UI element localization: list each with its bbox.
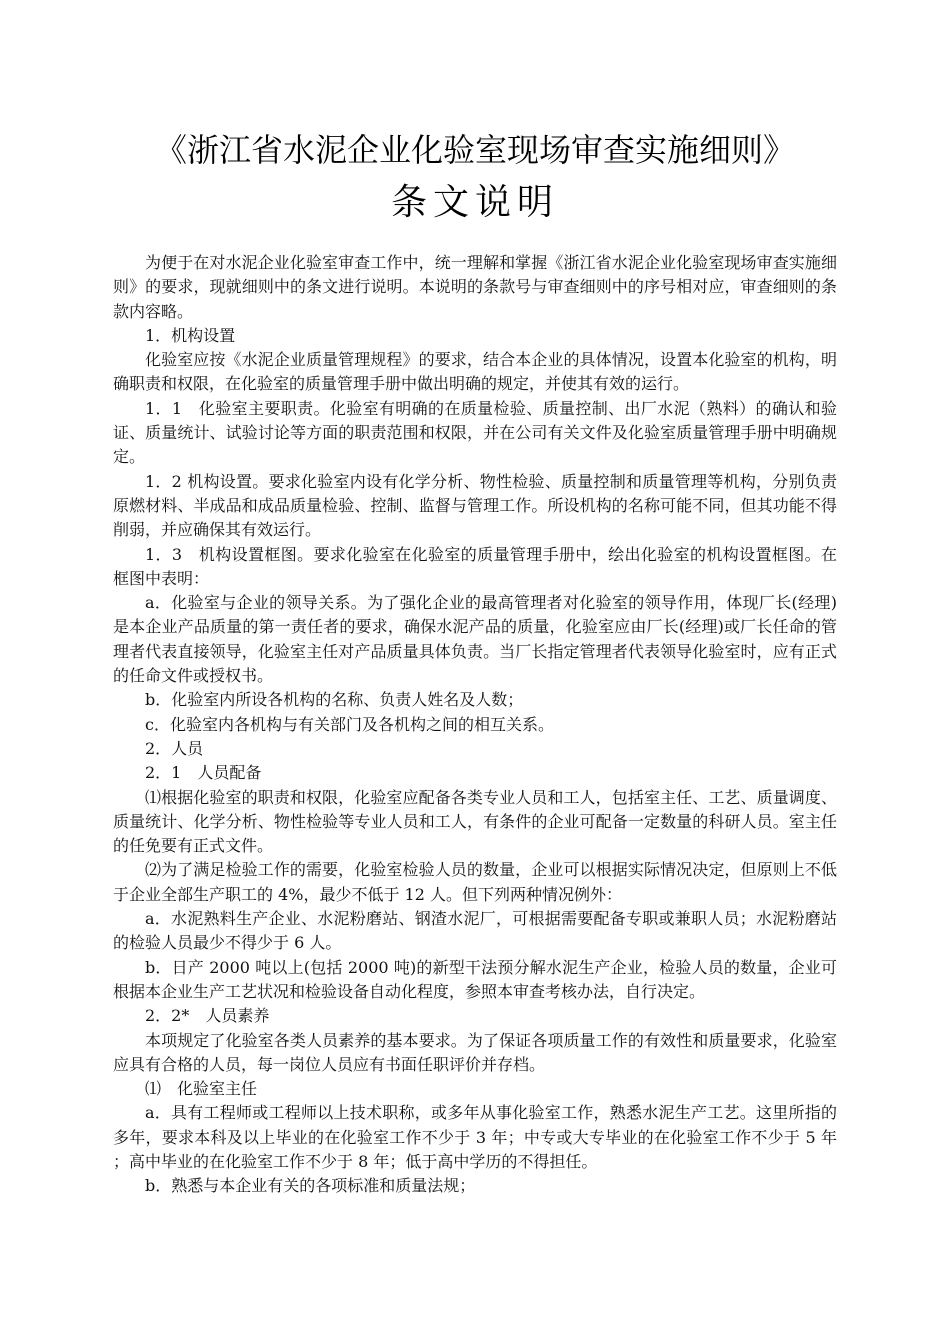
list-item-paragraph: a．化验室与企业的领导关系。为了强化企业的最高管理者对化验室的领导作用，体现厂长(经理)是本企业产品质量的第一责任者的要求，确保水泥产品的质量，化验室应由厂长(经理)或厂长任命的管理者代表直接领导，化验室主任对产品质量具体负责。当厂长指定管理者代表领导化验室时，应有正式的任命文件或授权书。 [113, 593, 837, 686]
clause-paragraph: 1．1 化验室主要职责。化验室有明确的在质量检验、质量控制、出厂水泥（熟料）的确认和验证、质量统计、试验讨论等方面的职责范围和权限，并在公司有关文件及化验室质量管理手册中明确规定。 [113, 398, 837, 467]
document-title: 《浙江省水泥企业化验室现场审查实施细则》 [154, 131, 795, 169]
numbered-paragraph: ⑵为了满足检验工作的需要，化验室检验人员的数量，企业可以根据实际情况决定，但原则上不低于企业全部生产职工的 4%，最少不低于 12 人。但下列两种情况例外： [113, 860, 837, 904]
clause-paragraph: 1．2 机构设置。要求化验室内设有化学分析、物性检验、质量控制和质量管理等机构，分别负责原燃材料、半成品和成品质量检验、控制、监督与管理工作。所设机构的名称可能不同，但其功能不得削弱，并应确保其有效运行。 [113, 471, 837, 540]
list-item-paragraph: a．水泥熟料生产企业、水泥粉磨站、钢渣水泥厂，可根据需要配备专职或兼职人员；水泥粉磨站的检验人员最少不得少于 6 人。 [113, 909, 837, 953]
document-body [113, 251, 837, 1199]
clause-paragraph: 1．3 机构设置框图。要求化验室在化验室的质量管理手册中，绘出化验室的机构设置框图。在框图中表明： [113, 544, 837, 588]
list-item-paragraph: b．熟悉与本企业有关的各项标准和质量法规； [145, 1176, 476, 1196]
list-item-paragraph: a．具有工程师或工程师以上技术职称，或多年从事化验室工作，熟悉水泥生产工艺。这里所指的多年，要求本科及以上毕业的在化验室工作不少于 3 年；中专或大专毕业的在化验室工作不少于 5 年 ；高中毕业的在化验室工作不少于 8 年；低于高中学历的不得担任。 [113, 1103, 837, 1171]
clause-heading: 2．1 人员配备 [145, 763, 262, 783]
list-item-paragraph: c．化验室内各机构与有关部门及各机构之间的相互关系。 [145, 714, 554, 734]
list-item-paragraph: b．化验室内所设各机构的名称、负责人姓名及人数； [145, 690, 524, 710]
paragraph: 化验室应按《水泥企业质量管理规程》的要求，结合本企业的具体情况，设置本化验室的机构，明确职责和权限，在化验室的质量管理手册中做出明确的规定，并使其有效的运行。 [113, 350, 837, 394]
clause-heading: 2．2* 人员素养 [145, 1006, 270, 1026]
section-heading: 1．机构设置 [145, 325, 236, 345]
numbered-heading: ⑴ 化验室主任 [145, 1079, 258, 1099]
numbered-paragraph: ⑴根据化验室的职责和权限，化验室应配备各类专业人员和工人，包括室主任、工艺、质量调度、质量统计、化学分析、物性检验等专业人员和工人，有条件的企业可配备一定数量的科研人员。室主任的任免要有正式文件。 [113, 787, 837, 856]
document-subtitle: 条文说明 [390, 182, 559, 223]
section-heading: 2．人员 [145, 738, 204, 758]
paragraph: 本项规定了化验室各类人员素养的基本要求。为了保证各项质量工作的有效性和质量要求，化验室应具有合格的人员，每一岗位人员应有书面任职评价并存档。 [113, 1030, 837, 1074]
intro-paragraph: 为便于在对水泥企业化验室审查工作中，统一理解和掌握《浙江省水泥企业化验室现场审查实施细则》的要求，现就细则中的条文进行说明。本说明的条款号与审查细则中的序号相对应，审查细则的条款内容略。 [113, 253, 837, 321]
list-item-paragraph: b．日产 2000 吨以上(包括 2000 吨)的新型干法预分解水泥生产企业，检验人员的数量，企业可根据本企业生产工艺状况和检验设备自动化程度，参照本审查考核办法，自行决定。 [113, 957, 837, 1001]
